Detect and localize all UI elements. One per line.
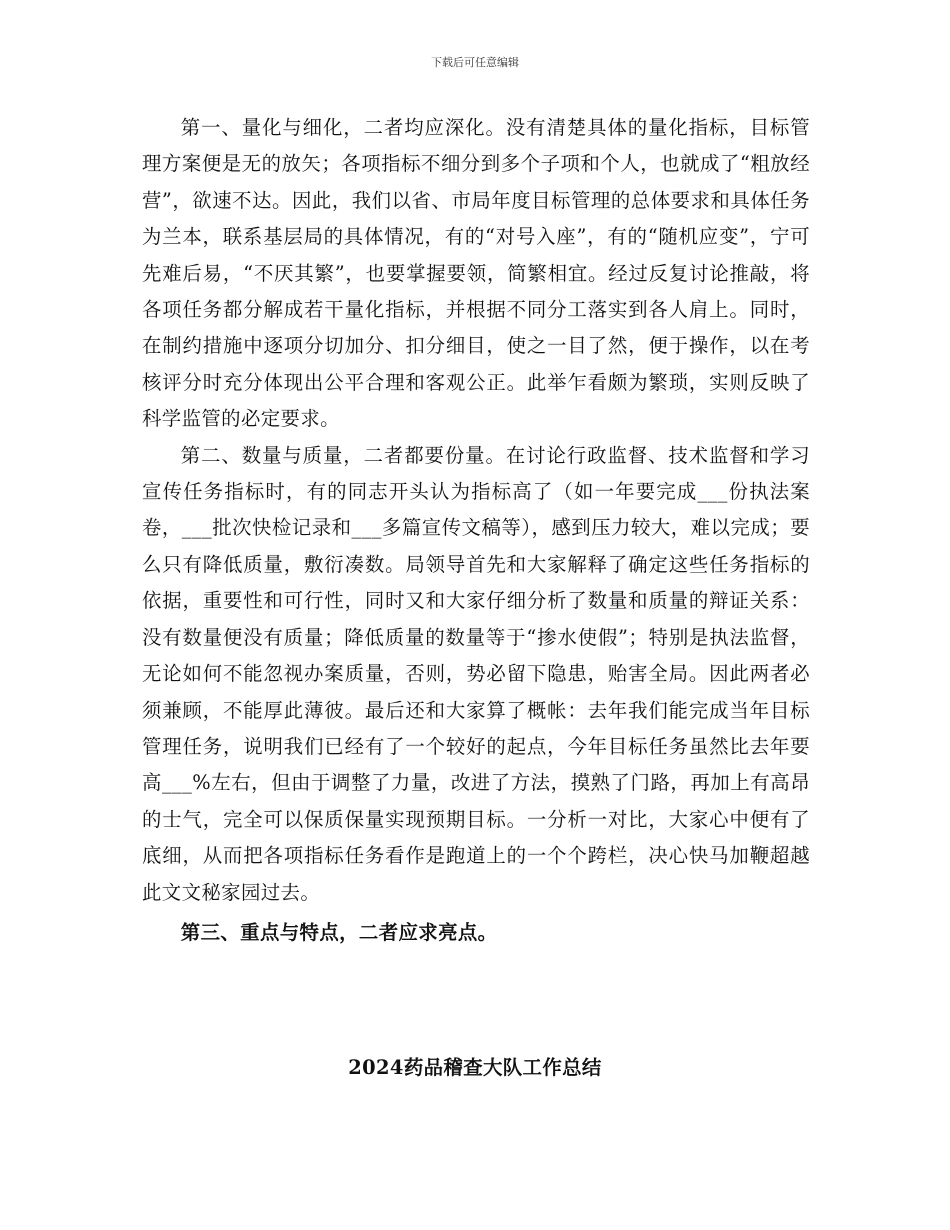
paragraph-quantify: 第一、量化与细化，二者均应深化。没有清楚具体的量化指标，目标管理方案便是无的放矢；各项指标不细分到多个子项和个人，也就成了“粗放经营”，欲速不达。因此，我们以省、市局年度目标管理的总体要求和具体任务为兰本，联系基层局的具体情况，有的“对号入座”，有的“随机应变”，宁可先难后易，“不厌其繁”，也要掌握要领，简繁相宜。经过反复讨论推敲，将各项任务都分解成若干量化指标，并根据不同分工落实到各人肩上。同时，在制约措施中逐项分切加分、扣分细目，使之一目了然，便于操作，以在考核评分时充分体现出公平合理和客观公正。此举乍看颇为繁琐，实则反映了科学监管的必定要求。: [142, 116, 810, 431]
paragraph-quantity-quality: 第二、数量与质量，二者都要份量。在讨论行政监督、技术监督和学习宣传任务指标时，有的同志开头认为指标高了（如一年要完成___份执法案卷，___批次快检记录和___多篇宣传文稿等），感到压力较大，难以完成；要么只有降低质量，敷衍凑数。局领导首先和大家解释了确定这些任务指标的依据，重要性和可行性，同时又和大家仔细分析了数量和质量的辩证关系：没有数量便没有质量；降低质量的数量等于“掺水使假”；特别是执法监督，无论如何不能忽视办案质量，否则，势必留下隐患，贻害全局。因此两者必须兼顾，不能厚此薄彼。最后还和大家算了概帐：去年我们能完成当年目标管理任务，说明我们已经有了一个较好的起点，今年目标任务虽然比去年要高___%左右，但由于调整了力量，改进了方法，摸熟了门路，再加上有高昂的士气，完全可以保质保量实现预期目标。一分析一对比，大家心中便有了底细，从而把各项指标任务看作是跑道上的一个个跨栏，决心快马加鞭超越此文文秘家园过去。: [142, 443, 810, 904]
document-body: [142, 110, 810, 951]
header-note: 下载后可任意编辑: [431, 56, 519, 69]
section-heading: 第三、重点与特点，二者应求亮点。: [180, 920, 498, 944]
document-title: 2024药品稽查大队工作总结: [348, 1056, 602, 1079]
